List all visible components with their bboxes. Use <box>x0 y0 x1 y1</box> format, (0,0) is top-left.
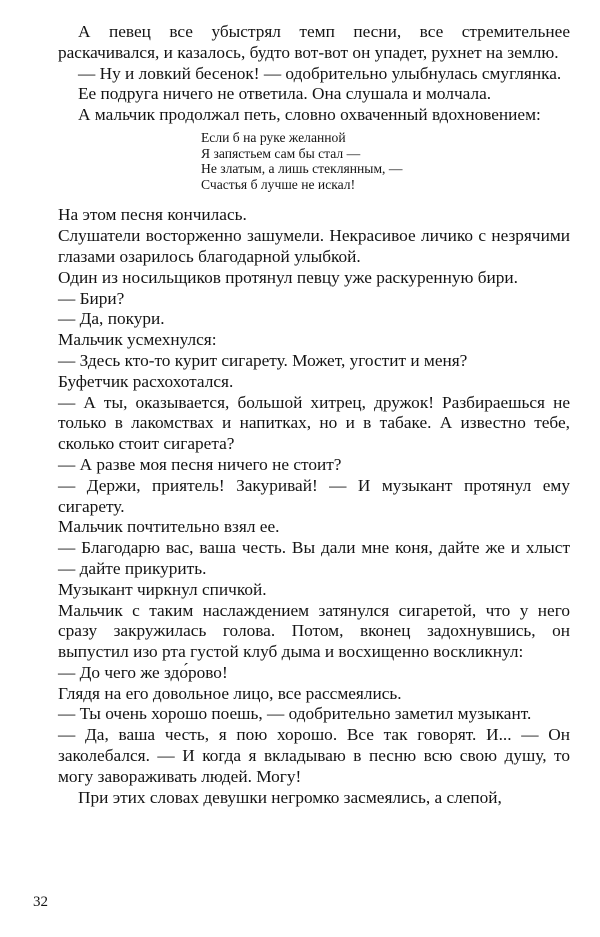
poem-line: Я запястьем сам бы стал — <box>201 145 361 161</box>
paragraph: — Да, покури. <box>58 309 165 329</box>
page-text <box>58 22 570 808</box>
paragraph: — Бири? <box>58 288 125 308</box>
paragraph: А певец все убыстрял темп песни, все стремительнее раскачивался, и казалось, будто вот-вот он упадет, рухнет на землю. <box>58 22 570 62</box>
paragraph: — Ну и ловкий бесенок! — одобрительно улыбнулась смуглянка. <box>78 63 562 83</box>
poem-line: Счастья б лучше не искал! <box>201 176 356 192</box>
paragraph: При этих словах девушки негромко засмеялись, а слепой, <box>78 787 502 807</box>
page-number: 32 <box>33 894 48 910</box>
poem-line: Если б на руке желанной <box>201 129 346 145</box>
paragraph: Слушатели восторженно зашумели. Некрасивое личико с незрячими глазами озарилось благодарной улыбкой. <box>58 226 570 266</box>
poem-line: Не златым, а лишь стеклянным, — <box>201 161 403 177</box>
paragraph: Буфетчик расхохотался. <box>58 371 234 391</box>
paragraph: — Да, ваша честь, я пою хорошо. Все так говорят. И... — Он заколебался. — И когда я вкладываю в песню всю свою душу, то могу завораживать людей. Могу! <box>58 725 570 786</box>
paragraph: Ее подруга ничего не ответила. Она слушала и молчала. <box>78 84 492 104</box>
paragraph: — Здесь кто-то курит сигарету. Может, угостит и меня? <box>58 350 468 370</box>
paragraph: Один из носильщиков протянул певцу уже раскуренную бири. <box>58 267 518 287</box>
paragraph: Музыкант чиркнул спичкой. <box>58 579 267 599</box>
paragraph: — Ты очень хорошо поешь, — одобрительно заметил музыкант. <box>58 704 532 724</box>
paragraph: Мальчик почтительно взял ее. <box>58 517 280 537</box>
paragraph: Мальчик усмехнулся: <box>58 330 217 350</box>
paragraph: Глядя на его довольное лицо, все рассмеялись. <box>58 683 402 703</box>
paragraph: Мальчик с таким наслаждением затянулся сигаретой, что у него сразу закружилась голова. Потом, вконец задохнувшись, он выпустил изо рта густой клуб дыма и восхищенно воскликнул: <box>58 600 570 662</box>
paragraph: — До чего же здо́рово! <box>58 662 228 682</box>
paragraph: — Благодарю вас, ваша честь. Вы дали мне коня, дайте же и хлыст — дайте прикурить. <box>58 538 570 578</box>
paragraph: — А ты, оказывается, большой хитрец, дружок! Разбираешься не только в лакомствах и напитках, но и в табаке. А известно тебе, сколько стоит сигарета? <box>58 392 570 454</box>
poem-verse <box>201 130 570 192</box>
paragraph: На этом песня кончилась. <box>58 205 247 225</box>
paragraph: А мальчик продолжал петь, словно охваченный вдохновением: <box>78 105 541 125</box>
paragraph: — А разве моя песня ничего не стоит? <box>58 454 342 474</box>
paragraph: — Держи, приятель! Закуривай! — И музыкант протянул ему сигарету. <box>58 475 570 516</box>
